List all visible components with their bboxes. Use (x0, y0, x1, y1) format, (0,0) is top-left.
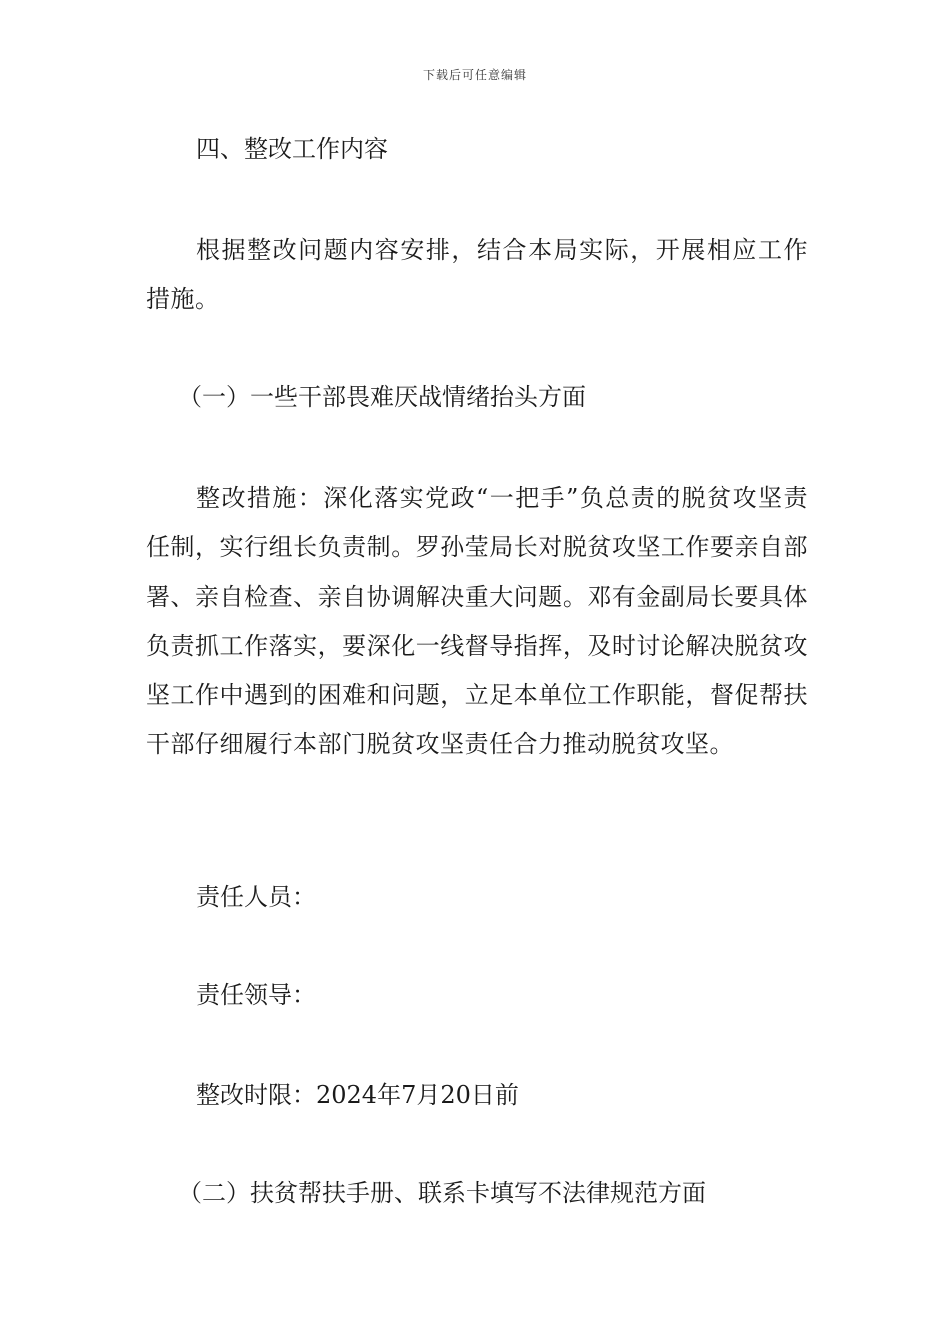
section-heading: 四、整改工作内容 (196, 135, 388, 163)
header-note: 下载后可任意编辑 (422, 68, 527, 82)
deadline-line: 整改时限：2024年7月20日前 (196, 1081, 519, 1109)
item2-title: （二）扶贫帮扶手册、联系卡填写不法律规范方面 (178, 1179, 706, 1207)
item1-measures-paragraph: 整改措施：深化落实党政“一把手”负总责的脱贫攻坚责任制，实行组长负责制。罗孙莹局长对脱贫攻坚工作要亲自部署、亲自检查、亲自协调解决重大问题。邓有金副局长要具体负责抓工作落实，要深化一线督导指挥，及时讨论解决脱贫攻坚工作中遇到的困难和问题，立足本单位工作职能，督促帮扶干部仔细履行本部门脱贫攻坚责任合力推动脱贫攻坚。 (146, 484, 808, 759)
item1-title: （一）一些干部畏难厌战情绪抬头方面 (178, 383, 586, 411)
responsible-staff-label: 责任人员： (196, 883, 316, 911)
responsible-leader-label: 责任领导： (196, 981, 316, 1009)
intro-paragraph: 根据整改问题内容安排，结合本局实际，开展相应工作措施。 (146, 236, 808, 314)
